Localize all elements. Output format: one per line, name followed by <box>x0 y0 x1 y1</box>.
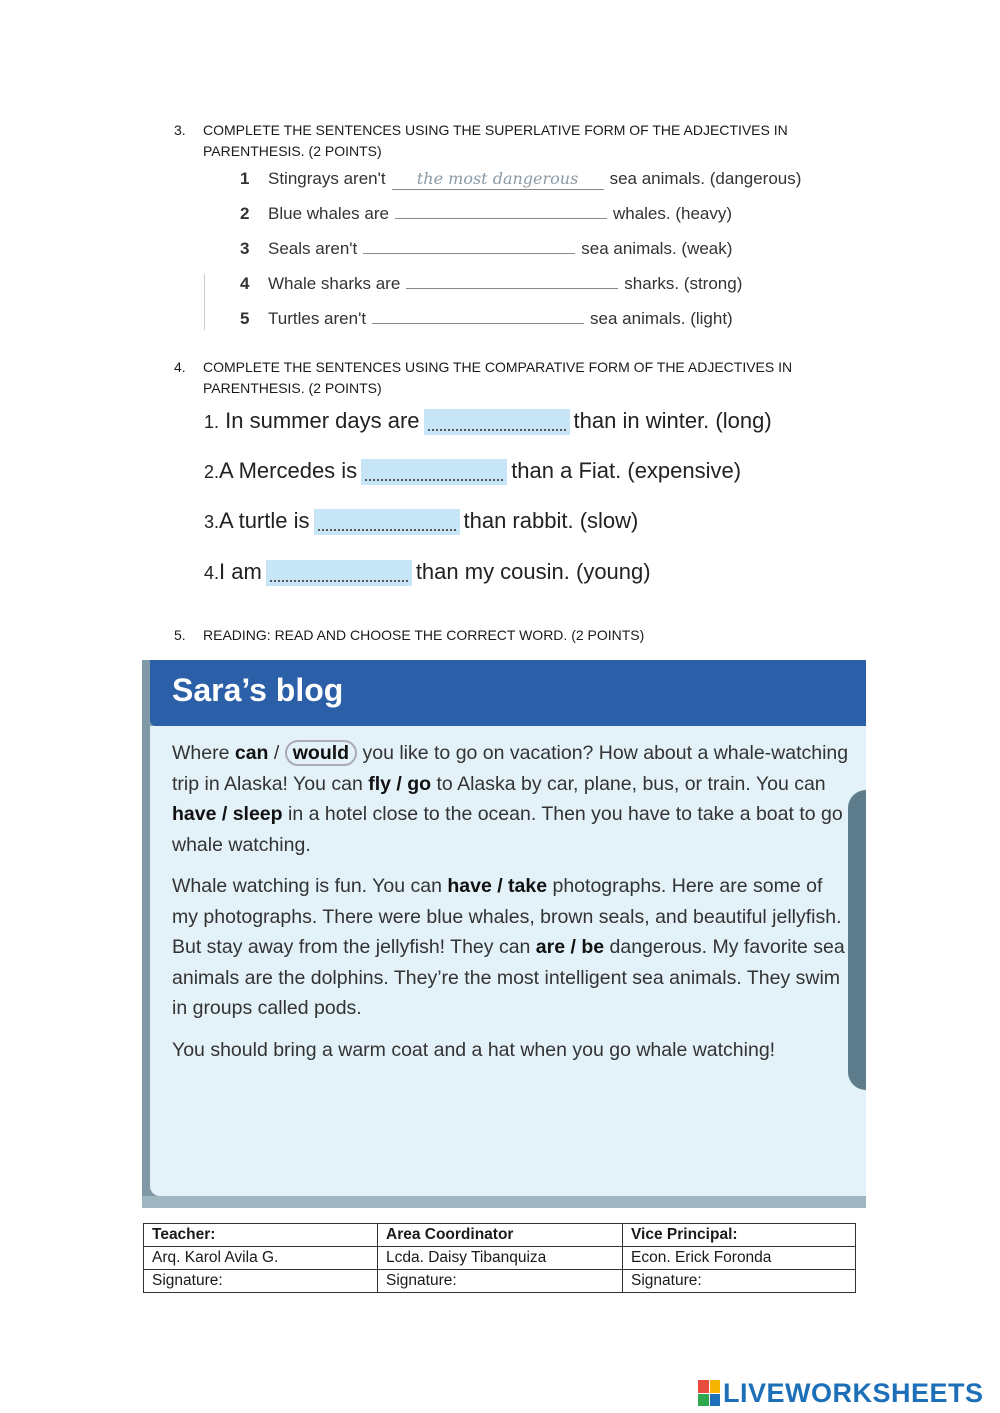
table-row <box>144 1247 856 1270</box>
blog-paragraph: You should bring a warm coat and a hat when you go whale watching! <box>172 1038 776 1061</box>
table-cell: Vice Principal: <box>623 1224 856 1247</box>
divider <box>142 1196 866 1208</box>
word-choice[interactable]: have / take <box>447 875 548 897</box>
exercise-item <box>204 503 638 539</box>
answer-input[interactable] <box>361 459 507 485</box>
exercise-item <box>240 166 801 192</box>
answer-input[interactable] <box>314 509 460 535</box>
signature-cell[interactable]: Signature: <box>144 1270 378 1293</box>
exercise-item <box>240 306 733 332</box>
item-number: 5 <box>240 309 250 328</box>
answer-input[interactable] <box>424 409 570 435</box>
blog-text <box>172 738 852 1076</box>
blog-paragraph <box>172 871 852 1024</box>
divider <box>204 274 205 330</box>
word-choice[interactable]: fly / go <box>368 772 432 795</box>
answer-blank: the most dangerous <box>392 169 604 190</box>
table-row <box>144 1270 856 1293</box>
item-text: sea animals. (light) <box>590 309 733 328</box>
answer-blank[interactable] <box>406 272 618 289</box>
word-choice[interactable]: are / be <box>535 936 605 958</box>
item-text: whales. (heavy) <box>612 204 733 223</box>
table-row <box>144 1224 856 1247</box>
item-text: than in winter. (long) <box>573 408 772 433</box>
item-text: sea animals. (weak) <box>581 239 733 258</box>
item-text: than rabbit. (slow) <box>463 508 639 533</box>
text: photographs. Here are some of my photographs. There were blue whales, brown seals, and beautiful jellyfish. But stay away from the jellyfish! They can <box>172 875 842 958</box>
answer-blank[interactable] <box>363 237 575 254</box>
table-cell: Lcda. Daisy Tibanquiza <box>378 1247 623 1270</box>
blog-title: Sara’s blog <box>172 672 344 708</box>
table-cell: Area Coordinator <box>378 1224 623 1247</box>
section-instruction: READING: READ AND CHOOSE THE CORRECT WORD. (2 POINTS) <box>203 627 645 643</box>
item-number: 1 <box>240 169 250 188</box>
blog-header <box>150 660 866 726</box>
section-number: 3. <box>174 122 186 138</box>
answer-blank[interactable] <box>372 307 584 324</box>
item-number: 4 <box>240 274 250 293</box>
item-number: 3 <box>240 239 250 258</box>
exercise-item <box>204 403 772 439</box>
blog-paragraph <box>172 738 852 860</box>
item-text: I am <box>219 559 262 584</box>
text: in a hotel close to the ocean. Then you have to take a boat to go whale watching. <box>172 803 843 856</box>
section-number: 4. <box>174 359 186 375</box>
item-text: sea animals. (dangerous) <box>609 169 802 188</box>
item-number: 3. <box>204 512 220 532</box>
answer-blank[interactable] <box>395 202 607 219</box>
signature-cell[interactable]: Signature: <box>623 1270 856 1293</box>
liveworksheets-brand[interactable] <box>698 1378 984 1408</box>
table-cell: Arq. Karol Avila G. <box>144 1247 378 1270</box>
answer-input[interactable] <box>266 560 412 586</box>
exercise-item <box>204 554 651 590</box>
word-choice-circled[interactable]: would <box>285 740 357 766</box>
text: Where <box>172 742 235 764</box>
exercise-item <box>204 453 741 489</box>
exercise-item <box>240 201 732 227</box>
item-text: A turtle is <box>219 508 310 533</box>
item-text: Stingrays aren't <box>268 169 386 188</box>
item-text: than a Fiat. (expensive) <box>511 458 742 483</box>
blog-body <box>150 726 866 1196</box>
item-number: 2 <box>240 204 250 223</box>
item-text: Seals aren't <box>268 239 358 258</box>
item-text: A Mercedes is <box>219 458 358 483</box>
signature-table <box>143 1223 856 1293</box>
item-number: 2. <box>204 462 220 482</box>
text: Whale watching is fun. You can <box>172 875 448 897</box>
exercise-item <box>240 236 732 262</box>
blog-reading-image <box>142 660 866 1208</box>
word-choice[interactable]: can <box>234 742 269 764</box>
text: you like to go on vacation? How about a whale-watching trip in Alaska! You can <box>172 742 849 795</box>
item-text: In summer days are <box>225 408 420 433</box>
item-text: Turtles aren't <box>268 309 367 328</box>
text: / <box>268 742 285 764</box>
section-instruction: COMPLETE THE SENTENCES USING THE COMPARATIVE FORM OF THE ADJECTIVES IN PARENTHESIS. (2 POINTS) <box>203 359 793 396</box>
photo-edge <box>848 790 866 1090</box>
item-number: 4. <box>204 563 220 583</box>
section-number: 5. <box>174 627 186 643</box>
item-text: Whale sharks are <box>268 274 401 293</box>
table-cell: Econ. Erick Foronda <box>623 1247 856 1270</box>
section-instruction: COMPLETE THE SENTENCES USING THE SUPERLATIVE FORM OF THE ADJECTIVES IN PARENTHESIS. (2 POINTS) <box>203 122 788 159</box>
item-text: sharks. (strong) <box>624 274 743 293</box>
liveworksheets-logo-icon <box>698 1380 720 1406</box>
brand-name: LIVEWORKSHEETS <box>723 1377 984 1408</box>
table-cell: Teacher: <box>144 1224 378 1247</box>
signature-cell[interactable]: Signature: <box>378 1270 623 1293</box>
exercise-item <box>240 271 742 297</box>
word-choice[interactable]: have / sleep <box>172 803 283 825</box>
item-text: than my cousin. (young) <box>415 559 651 584</box>
text: dangerous. My favorite sea animals are the dolphins. They’re the most intelligent sea animals. They swim in groups called pods. <box>172 936 845 1019</box>
item-text: Blue whales are <box>268 204 389 223</box>
item-number: 1. <box>204 412 220 432</box>
text: to Alaska by car, plane, bus, or train. You can <box>431 772 826 795</box>
